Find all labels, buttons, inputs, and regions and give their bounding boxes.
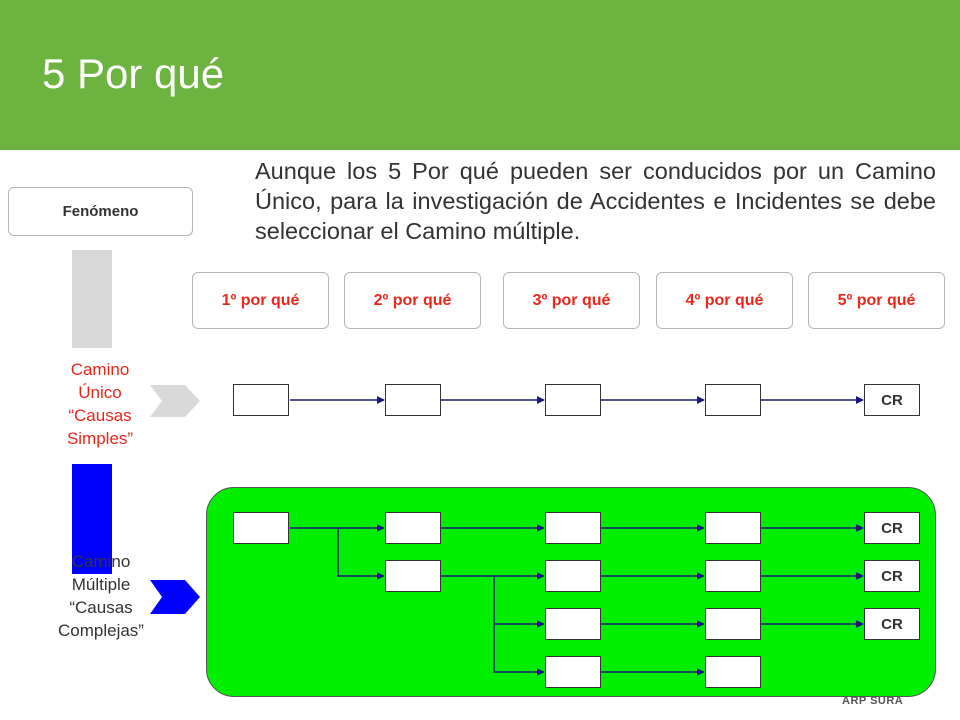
multiple-path-chevron (150, 580, 200, 614)
multi-cause-box (705, 560, 761, 592)
why-step-3: 3º por qué (503, 272, 640, 329)
single-cause-box-1 (233, 384, 289, 416)
single-path-label: Camino Único “Causas Simples” (66, 360, 134, 448)
single-cause-box-4 (705, 384, 761, 416)
multi-cause-box (705, 608, 761, 640)
multi-root-cause-box-2: CR (864, 560, 920, 592)
why-step-4: 4º por qué (656, 272, 793, 329)
multi-root-cause-box-1: CR (864, 512, 920, 544)
single-path-chevron (150, 385, 200, 417)
single-root-cause-box: CR (864, 384, 920, 416)
multi-cause-box (385, 512, 441, 544)
why-step-1: 1º por qué (192, 272, 329, 329)
multi-cause-box (545, 608, 601, 640)
multi-cause-box (545, 656, 601, 688)
multi-cause-box (545, 560, 601, 592)
why-step-2: 2º por qué (344, 272, 481, 329)
footer-logo-text: ARP SURA (842, 695, 904, 707)
multi-cause-box (705, 656, 761, 688)
single-cause-box-3 (545, 384, 601, 416)
why-step-5: 5º por qué (808, 272, 945, 329)
multi-root-cause-box-3: CR (864, 608, 920, 640)
intro-text: Aunque los 5 Por qué pueden ser conducidos por un Camino Único, para la investigación de Accidentes e Incidentes se debe seleccionar el Camino múltiple. (255, 158, 936, 244)
multiple-path-label: Camino Múltiple “Causas Complejas” (58, 552, 144, 640)
multi-cause-box (705, 512, 761, 544)
multi-cause-box (385, 560, 441, 592)
single-cause-box-2 (385, 384, 441, 416)
multi-cause-box (545, 512, 601, 544)
multi-cause-box (233, 512, 289, 544)
page-title: 5 Por qué (42, 50, 225, 97)
phenomenon-box: Fenómeno (8, 187, 193, 236)
